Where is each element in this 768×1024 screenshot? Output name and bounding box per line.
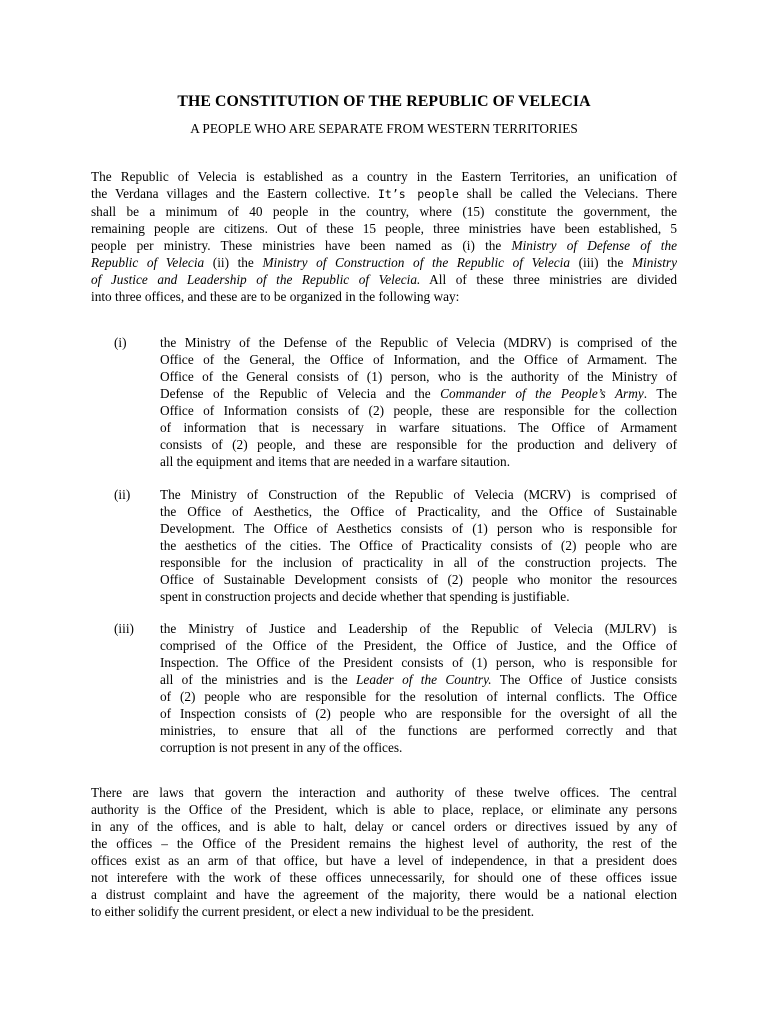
list-item-line: Office of Sustainable Development consists of (2) people who monitor the resources <box>160 572 677 587</box>
list-item-line <box>160 671 677 688</box>
intro-text: It’s people <box>377 187 459 201</box>
list-item-line: the aesthetics of the cities. The Office of Practicality consists of (2) people who are <box>160 538 677 553</box>
list-item-line: responsible for the inclusion of practicality in all of the construction projects. The <box>160 555 677 570</box>
list-item-line: all the equipment and items that are needed in a warfare sitaution. <box>160 454 511 469</box>
closing-line: offices exist as an arm of that office, but have a level of independence, in that a president does <box>91 853 677 868</box>
intro-text: (iii) the <box>569 255 632 270</box>
list-item-line: the Office of Aesthetics, the Office of Practicality, and the Office of Sustainable <box>160 504 677 519</box>
list-item-line: the Ministry of Justice and Leadership of the Republic of Velecia (MJLRV) is <box>160 621 677 636</box>
closing-line: a distrust complaint and have the agreement of the majority, there would be a national election <box>91 887 677 902</box>
document-subtitle: A PEOPLE WHO ARE SEPARATE FROM WESTERN TERRITORIES <box>190 121 578 136</box>
closing-line: not interefere with the work of these offices unnecessarily, for should one of these offices issue <box>91 870 677 885</box>
intro-italic-text: Ministry <box>631 255 677 270</box>
list-item-line: the Ministry of the Defense of the Republic of Velecia (MDRV) is comprised of the <box>160 335 677 350</box>
list-item-line: of Inspection consists of (2) people who are responsible for the oversight of all the <box>160 706 677 721</box>
intro-italic-text: Republic of Velecia <box>91 255 205 270</box>
intro-text: people per ministry. These ministries have been named as (i) the <box>91 238 512 253</box>
intro-line <box>91 237 677 254</box>
list-item-line: ministries, to ensure that all of the functions are performed correctly and that <box>160 723 677 738</box>
intro-italic-text: Ministry of Construction of the Republic of Velecia <box>262 255 570 270</box>
intro-line <box>91 185 677 203</box>
closing-line: to either solidify the current president, or elect a new individual to be the president. <box>91 904 535 919</box>
closing-line: There are laws that govern the interaction and authority of these twelve offices. The central <box>91 785 677 800</box>
list-item-number: (iii) <box>114 621 134 636</box>
intro-line <box>91 254 677 271</box>
list-item-line: of (2) people who are responsible for the resolution of internal conflicts. The Office <box>160 689 677 704</box>
list-item-line: consists of (2) people, and these are responsible for the production and delivery of <box>160 437 677 452</box>
list-item-text: Defense of the Republic of Velecia and the <box>160 386 441 401</box>
intro-text: shall be called the Velecians. There <box>458 186 677 201</box>
list-item-body <box>160 486 677 605</box>
intro-italic-text: of Justice and Leadership of the Republic of Velecia. <box>91 272 421 287</box>
intro-line: remaining people are citizens. Out of these 15 people, three ministries have been established, 5 <box>91 221 677 236</box>
list-item-text: The Office of Justice consists <box>491 672 678 687</box>
closing-line: authority is the Office of the President, which is able to place, replace, or eliminate any persons <box>91 802 677 817</box>
closing-line: the offices – the Office of the President remains the highest level of authority, the rest of the <box>91 836 677 851</box>
list-item-line <box>160 385 677 402</box>
list-item-line: The Ministry of Construction of the Republic of Velecia (MCRV) is comprised of <box>160 487 677 502</box>
list-item-line: corruption is not present in any of the offices. <box>160 740 403 755</box>
intro-line: into three offices, and these are to be organized in the following way: <box>91 289 460 304</box>
list-item-line: Office of the General, the Office of Information, and the Office of Armament. The <box>160 352 677 367</box>
list-item-line: Development. The Office of Aesthetics consists of (1) person who is responsible for <box>160 521 677 536</box>
intro-paragraph <box>91 168 677 305</box>
list-item-text: . The <box>643 386 677 401</box>
closing-line: in any of the offices, and is able to halt, delay or cancel orders or directives issued by any of <box>91 819 677 834</box>
list-item-line: spent in construction projects and decide whether that spending is justifiable. <box>160 589 570 604</box>
list-item-number: (ii) <box>114 487 131 502</box>
list-item-line: of information that is necessary in warfare situations. The Office of Armament <box>160 420 677 435</box>
intro-text: the Verdana villages and the Eastern collective. <box>91 186 378 201</box>
list-item-number: (i) <box>114 335 127 350</box>
list-item-line: Office of the General consists of (1) person, who is the authority of the Ministry of <box>160 369 677 384</box>
list-item-line: comprised of the Office of the President, the Office of Justice, and the Office of <box>160 638 677 653</box>
closing-paragraph <box>91 784 677 920</box>
intro-text: All of these three ministries are divided <box>420 272 678 287</box>
list-item-italic-text: Leader of the Country. <box>356 672 492 687</box>
intro-text: (ii) the <box>204 255 263 270</box>
intro-line <box>91 271 677 288</box>
intro-italic-text: Ministry of Defense of the <box>511 238 677 253</box>
list-item-line: Inspection. The Office of the President consists of (1) person, who is responsible for <box>160 655 677 670</box>
list-item-line: Office of Information consists of (2) people, these are responsible for the collection <box>160 403 677 418</box>
document-title: THE CONSTITUTION OF THE REPUBLIC OF VELECIA <box>177 93 591 110</box>
list-item-body <box>160 334 677 470</box>
intro-line: The Republic of Velecia is established as a country in the Eastern Territories, an unification of <box>91 169 677 184</box>
intro-line: shall be a minimum of 40 people in the country, where (15) constitute the government, the <box>91 204 677 219</box>
list-item-text: all of the ministries and is the <box>160 672 357 687</box>
list-item-italic-text: Commander of the People’s Army <box>440 386 644 401</box>
list-item-body <box>160 620 677 756</box>
